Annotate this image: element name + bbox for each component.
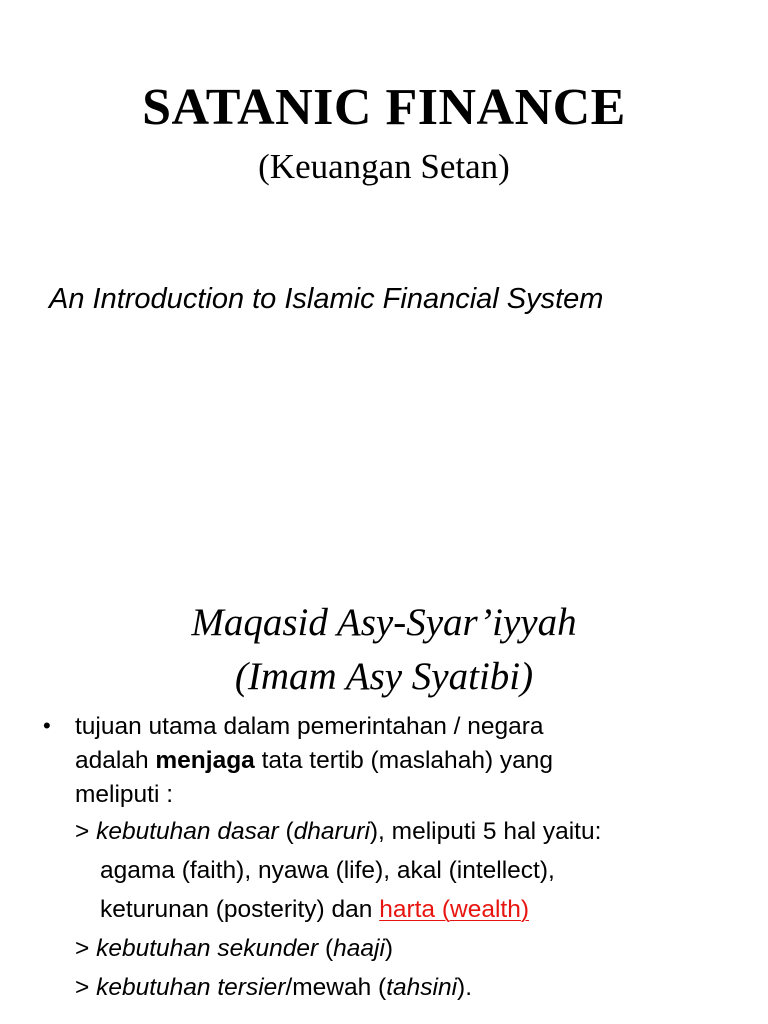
sub-item-tertiary-needs bbox=[75, 973, 472, 1003]
italic-text: kebutuhan tersier bbox=[96, 974, 286, 1001]
bullet-text-line bbox=[75, 746, 553, 776]
bullet-text-line bbox=[75, 712, 544, 742]
sub-item-continuation bbox=[100, 856, 555, 886]
sub-item-secondary-needs bbox=[75, 934, 393, 964]
text-span: > bbox=[75, 818, 97, 845]
italic-text: dharuri bbox=[293, 818, 370, 845]
sub-item-continuation bbox=[100, 895, 529, 925]
italic-text: haaji bbox=[333, 935, 385, 962]
bullet-icon: • bbox=[43, 713, 51, 738]
text-span: ). bbox=[457, 974, 473, 1001]
slide-title-heading: SATANIC FINANCE bbox=[142, 79, 626, 136]
sub-item-primary-needs bbox=[75, 817, 601, 847]
text-span: ) bbox=[384, 935, 394, 962]
text-span: > bbox=[75, 974, 97, 1001]
italic-text: kebutuhan dasar bbox=[96, 818, 279, 845]
text-span: agama (faith), nyawa (life), akal (intellect), bbox=[100, 857, 555, 884]
text-span: adalah bbox=[75, 747, 156, 774]
slide-heading-line1: Maqasid Asy-Syar’iyyah bbox=[191, 601, 577, 644]
slide-subtitle-local: (Keuangan Setan) bbox=[258, 147, 510, 186]
emphasis-text: menjaga bbox=[155, 747, 255, 774]
text-span: meliputi : bbox=[75, 781, 174, 808]
text-span: tata tertib (maslahah) yang bbox=[254, 747, 554, 774]
slide-maqasid bbox=[0, 560, 768, 1024]
text-span: > bbox=[75, 935, 97, 962]
text-span: ), meliputi 5 hal yaitu: bbox=[369, 818, 602, 845]
slide-subtitle-english: An Introduction to Islamic Financial System bbox=[49, 283, 604, 315]
text-span: tujuan utama dalam pemerintahan / negara bbox=[75, 713, 544, 740]
bullet-text-line bbox=[75, 780, 173, 810]
text-span: ( bbox=[318, 935, 334, 962]
text-span: /mewah ( bbox=[285, 974, 387, 1001]
harta-wealth-link[interactable]: harta (wealth) bbox=[379, 896, 529, 923]
italic-text: tahsini bbox=[386, 974, 458, 1001]
text-span: ( bbox=[278, 818, 294, 845]
slide-heading-line2: (Imam Asy Syatibi) bbox=[234, 655, 534, 698]
text-span: keturunan (posterity) dan bbox=[100, 896, 380, 923]
italic-text: kebutuhan sekunder bbox=[96, 935, 319, 962]
